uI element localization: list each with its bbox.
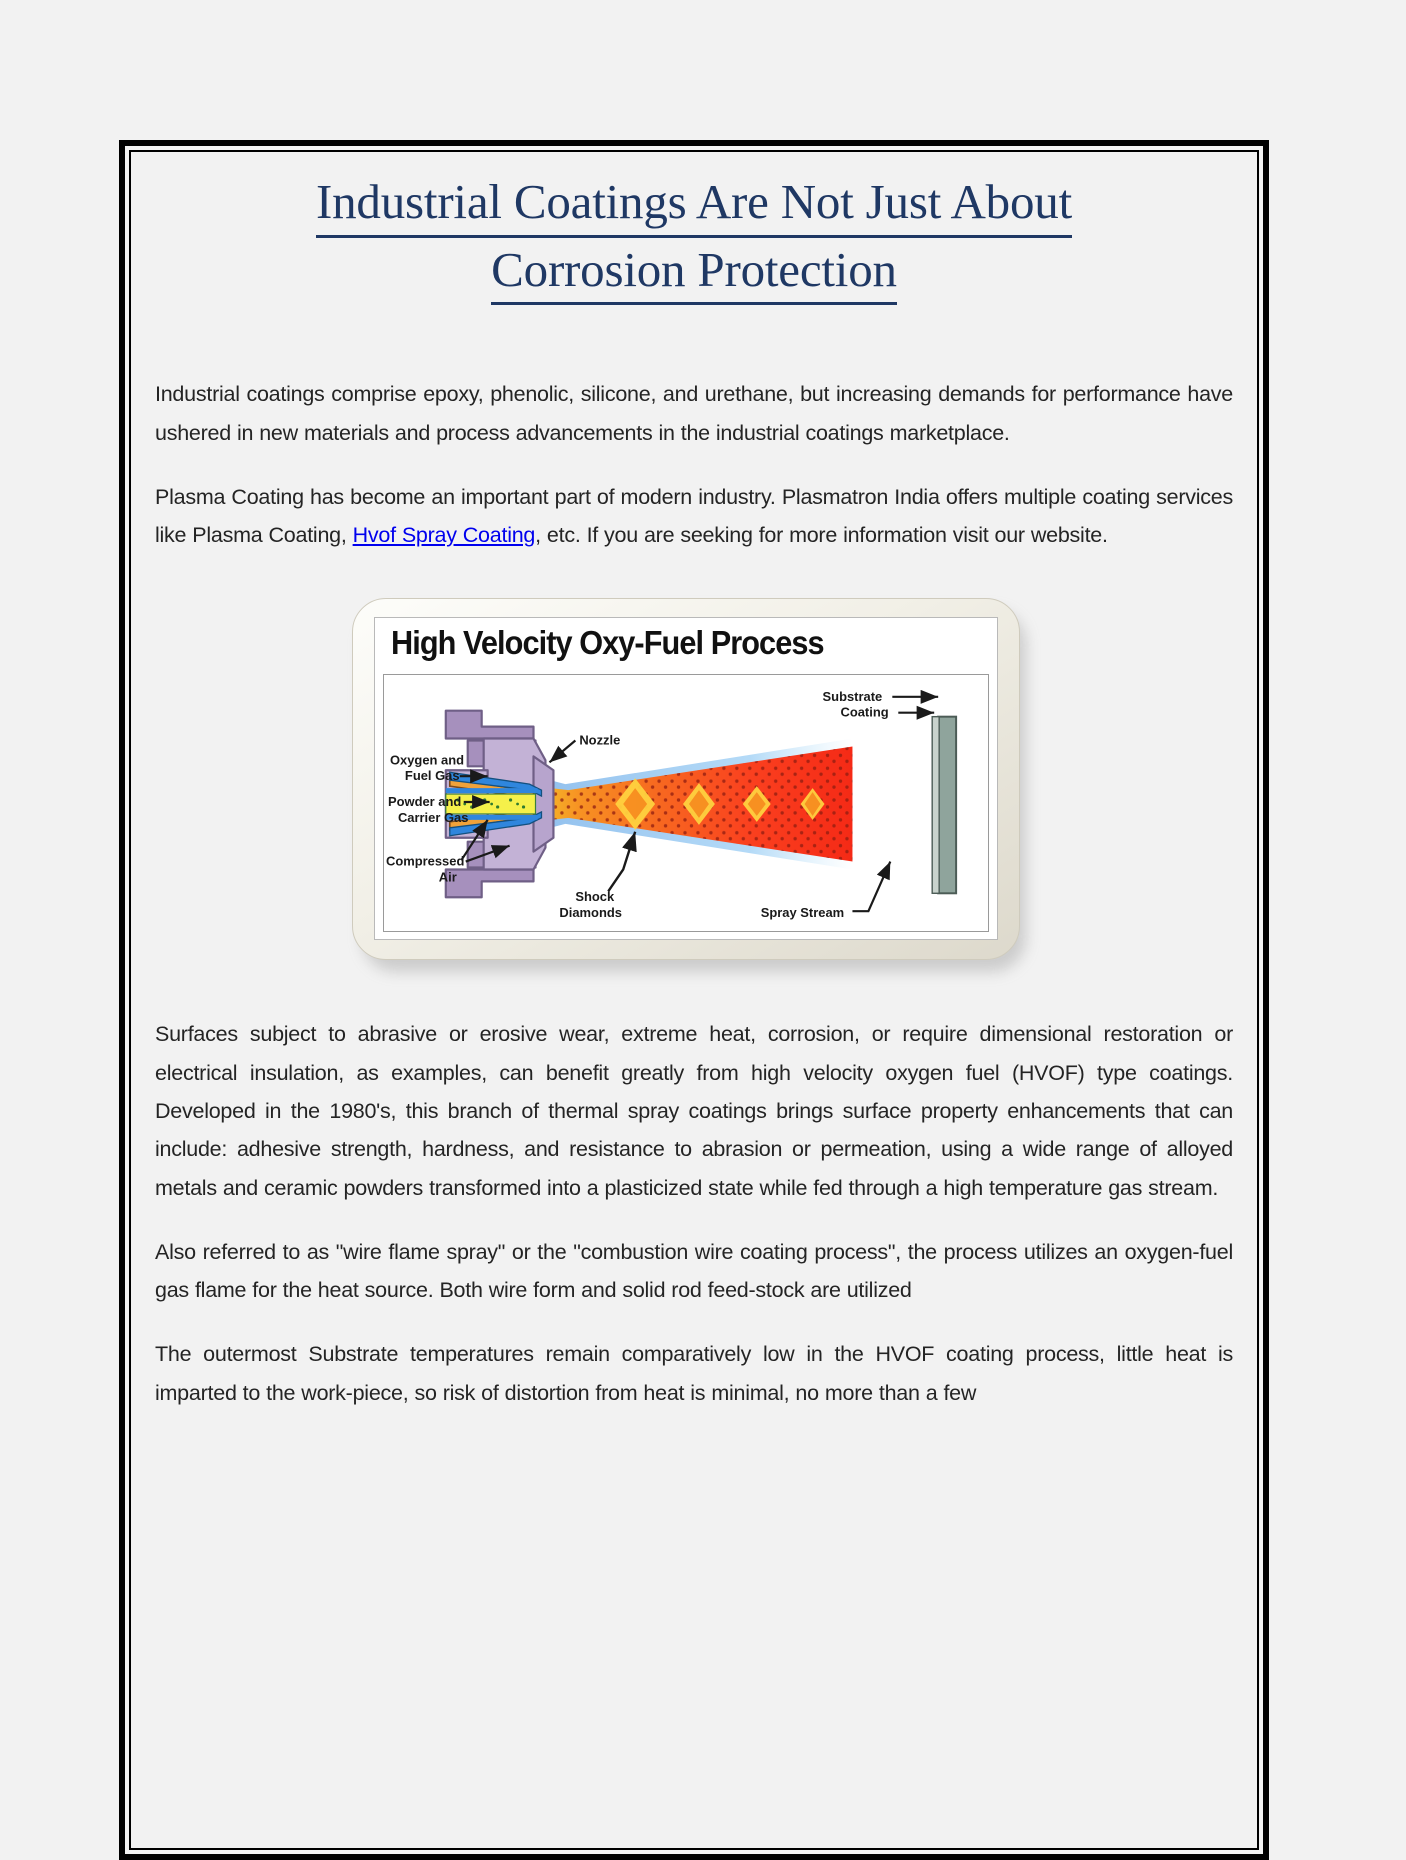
label-carrier-gas: Carrier Gas: [397, 810, 469, 826]
hvof-process-figure: [352, 598, 1036, 979]
hvof-spray-coating-link[interactable]: Hvof Spray Coating: [352, 523, 536, 548]
label-substrate: Substrate: [822, 689, 883, 705]
paragraph-5: The outermost Substrate temperatures remain comparatively low in the HVOF coating process, little heat is imparted to the work-piece, so risk of distortion from heat is minimal, no more than a few: [155, 1342, 1233, 1405]
label-nozzle: Nozzle: [579, 732, 621, 748]
hvof-diagram-svg: [384, 675, 988, 931]
label-oxygen-and: Oxygen and: [389, 752, 465, 768]
paragraph-2-before-link: Plasma Coating has become an important part of modern industry. Plasmatron India offers multiple coating services like Plasma Coating,: [155, 484, 1233, 548]
paragraph-1: Industrial coatings comprise epoxy, phenolic, silicone, and urethane, but increasing demands for performance have ushered in new materials and process advancements in the industrial coatings marketplace.: [155, 382, 1233, 445]
label-coating: Coating: [840, 705, 889, 721]
document-page: [119, 140, 1269, 1860]
page-inner-border: [129, 150, 1259, 1850]
label-powder-and: Powder and: [387, 794, 462, 810]
body-block: [153, 375, 1235, 1411]
label-shock: Shock: [575, 889, 615, 905]
page-title-line-2: Corrosion Protection: [491, 238, 897, 306]
figure-container: [155, 598, 1233, 979]
paragraph-2-after-link: , etc. If you are seeking for more information visit our website.: [535, 523, 1108, 548]
paragraph-2: [155, 478, 1233, 555]
label-spray-stream: Spray Stream: [760, 905, 845, 921]
paragraph-4: Also referred to as "wire flame spray" or the "combustion wire coating process", the process utilizes an oxygen-fuel gas flame for the heat source. Both wire form and solid rod feed-stock are utilized: [155, 1239, 1233, 1303]
label-air: Air: [438, 869, 457, 885]
page-title: [153, 166, 1235, 305]
substrate-plate-graphic: [932, 717, 956, 894]
figure-plot-area: [383, 674, 989, 932]
figure-card: [374, 617, 998, 940]
page-content: [147, 152, 1241, 1848]
label-fuel-gas: Fuel Gas: [404, 768, 460, 784]
label-diamonds: Diamonds: [559, 905, 622, 921]
spray-stream-graphic: [512, 739, 853, 870]
figure-title: High Velocity Oxy-Fuel Process: [391, 624, 824, 662]
page-title-line-1: Industrial Coatings Are Not Just About: [316, 170, 1072, 238]
paragraph-3: Surfaces subject to abrasive or erosive wear, extreme heat, corrosion, or require dimensional restoration or electrical insulation, as examples, can benefit greatly from high velocity oxygen fuel (HVOF) type coatings. Developed in the 1980's, this branch of thermal spray coatings brings surface property enhancements that can include: adhesive strength, hardness, and resistance to abrasion or permeation, using a wide range of alloyed metals and ceramic powders transformed into a plasticized state while fed through a high temperature gas stream.: [155, 1022, 1233, 1200]
label-compressed: Compressed: [385, 853, 465, 869]
